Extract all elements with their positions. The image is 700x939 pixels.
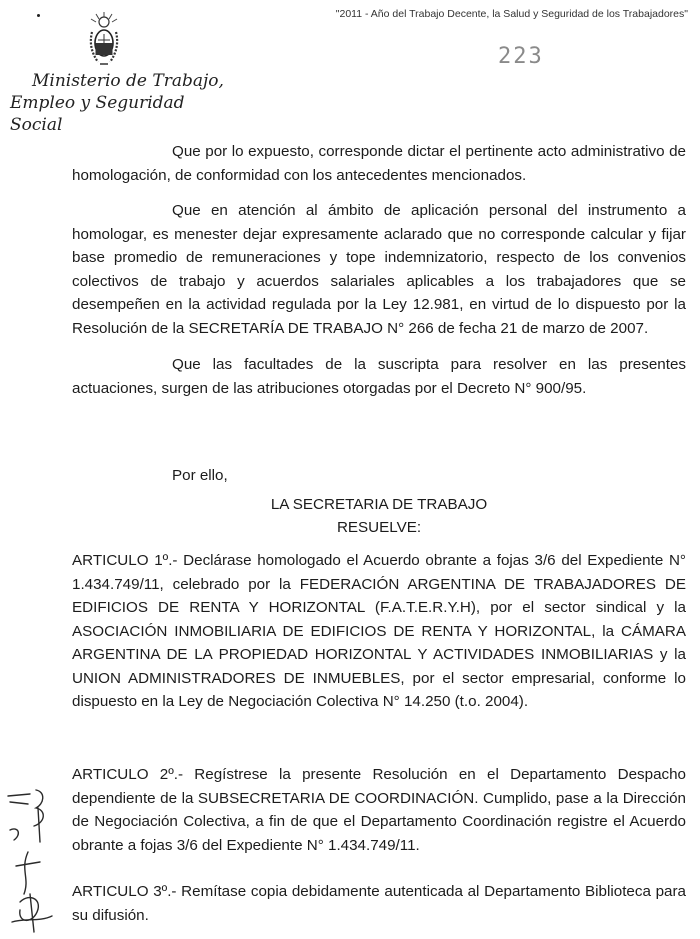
paragraph-ambito: Que en atención al ámbito de aplicación personal del instrumento a homologar, es menester dejar expresamente aclarado que no corresponde calcular y fijar base promedio de remuneraciones y tope indemnizatorio, respecto de los convenios colectivos de trabajo y acuerdos salariales aplicables a los trabajadores que se desempeñen en la actividad regulada por la Ley 12.981, en virtud de lo dispuesto por la Resolución de la SECRETARÍA DE TRABAJO N° 266 de fecha 21 de marzo de 2007.: [72, 202, 686, 337]
year-motto: "2011 - Año del Trabajo Decente, la Salud y Seguridad de los Trabajadores": [335, 8, 688, 20]
coat-of-arms-icon: [86, 10, 122, 68]
articulo-1: ARTICULO 1º.- Declárase homologado el Acuerdo obrante a fojas 3/6 del Expediente N° 1.434.749/11, celebrado por la FEDERACIÓN ARGENTINA DE TRABAJADORES DE EDIFICIOS DE RENTA Y HORIZONTAL (F.A.T.E.R.Y.H), por el sector sindical y la ASOCIACIÓN INMOBILIARIA DE EDIFICIOS DE RENTA Y HORIZONTAL, la CÁMARA ARGENTINA DE LA PROPIEDAD HORIZONTAL Y ACTIVIDADES INMOBILIARIAS y la UNION ADMINISTRADORES DE INMUEBLES, por el sector empresarial, conforme lo dispuesto en la Ley de Negociación Colectiva N° 14.250 (t.o. 2004).: [72, 552, 686, 710]
ministry-line-1: Ministerio de Trabajo,: [32, 71, 224, 91]
articulo-3: ARTICULO 3º.- Remítase copia debidamente autenticada al Departamento Biblioteca para su difusión.: [72, 883, 686, 924]
secretaria-heading: LA SECRETARIA DE TRABAJO: [270, 496, 488, 513]
resuelve-heading: RESUELVE:: [336, 519, 422, 536]
paragraph-facultades: Que las facultades de la suscripta para resolver en las presentes actuaciones, surgen de las atribuciones otorgadas por el Decreto N° 900/95.: [72, 356, 686, 397]
paragraph-expuesto: Que por lo expuesto, corresponde dictar el pertinente acto administrativo de homologación, de conformidad con los antecedentes mencionados.: [72, 143, 686, 184]
margin-dot: [37, 14, 40, 17]
handwritten-initials-icon: [0, 782, 70, 939]
ministry-letterhead: [10, 70, 230, 136]
page-number: 223: [498, 44, 544, 69]
por-ello: Por ello,: [172, 467, 228, 484]
articulo-2: ARTICULO 2º.- Regístrese la presente Resolución en el Departamento Despacho dependiente de la SUBSECRETARIA DE COORDINACIÓN. Cumplido, pase a la Dirección de Negociación Colectiva, a fin de que el Departamento Coordinación registre el Acuerdo obrante a fojas 3/6 del Expediente N° 1.434.749/11.: [72, 766, 686, 854]
ministry-line-2: Empleo y Seguridad Social: [10, 93, 185, 135]
